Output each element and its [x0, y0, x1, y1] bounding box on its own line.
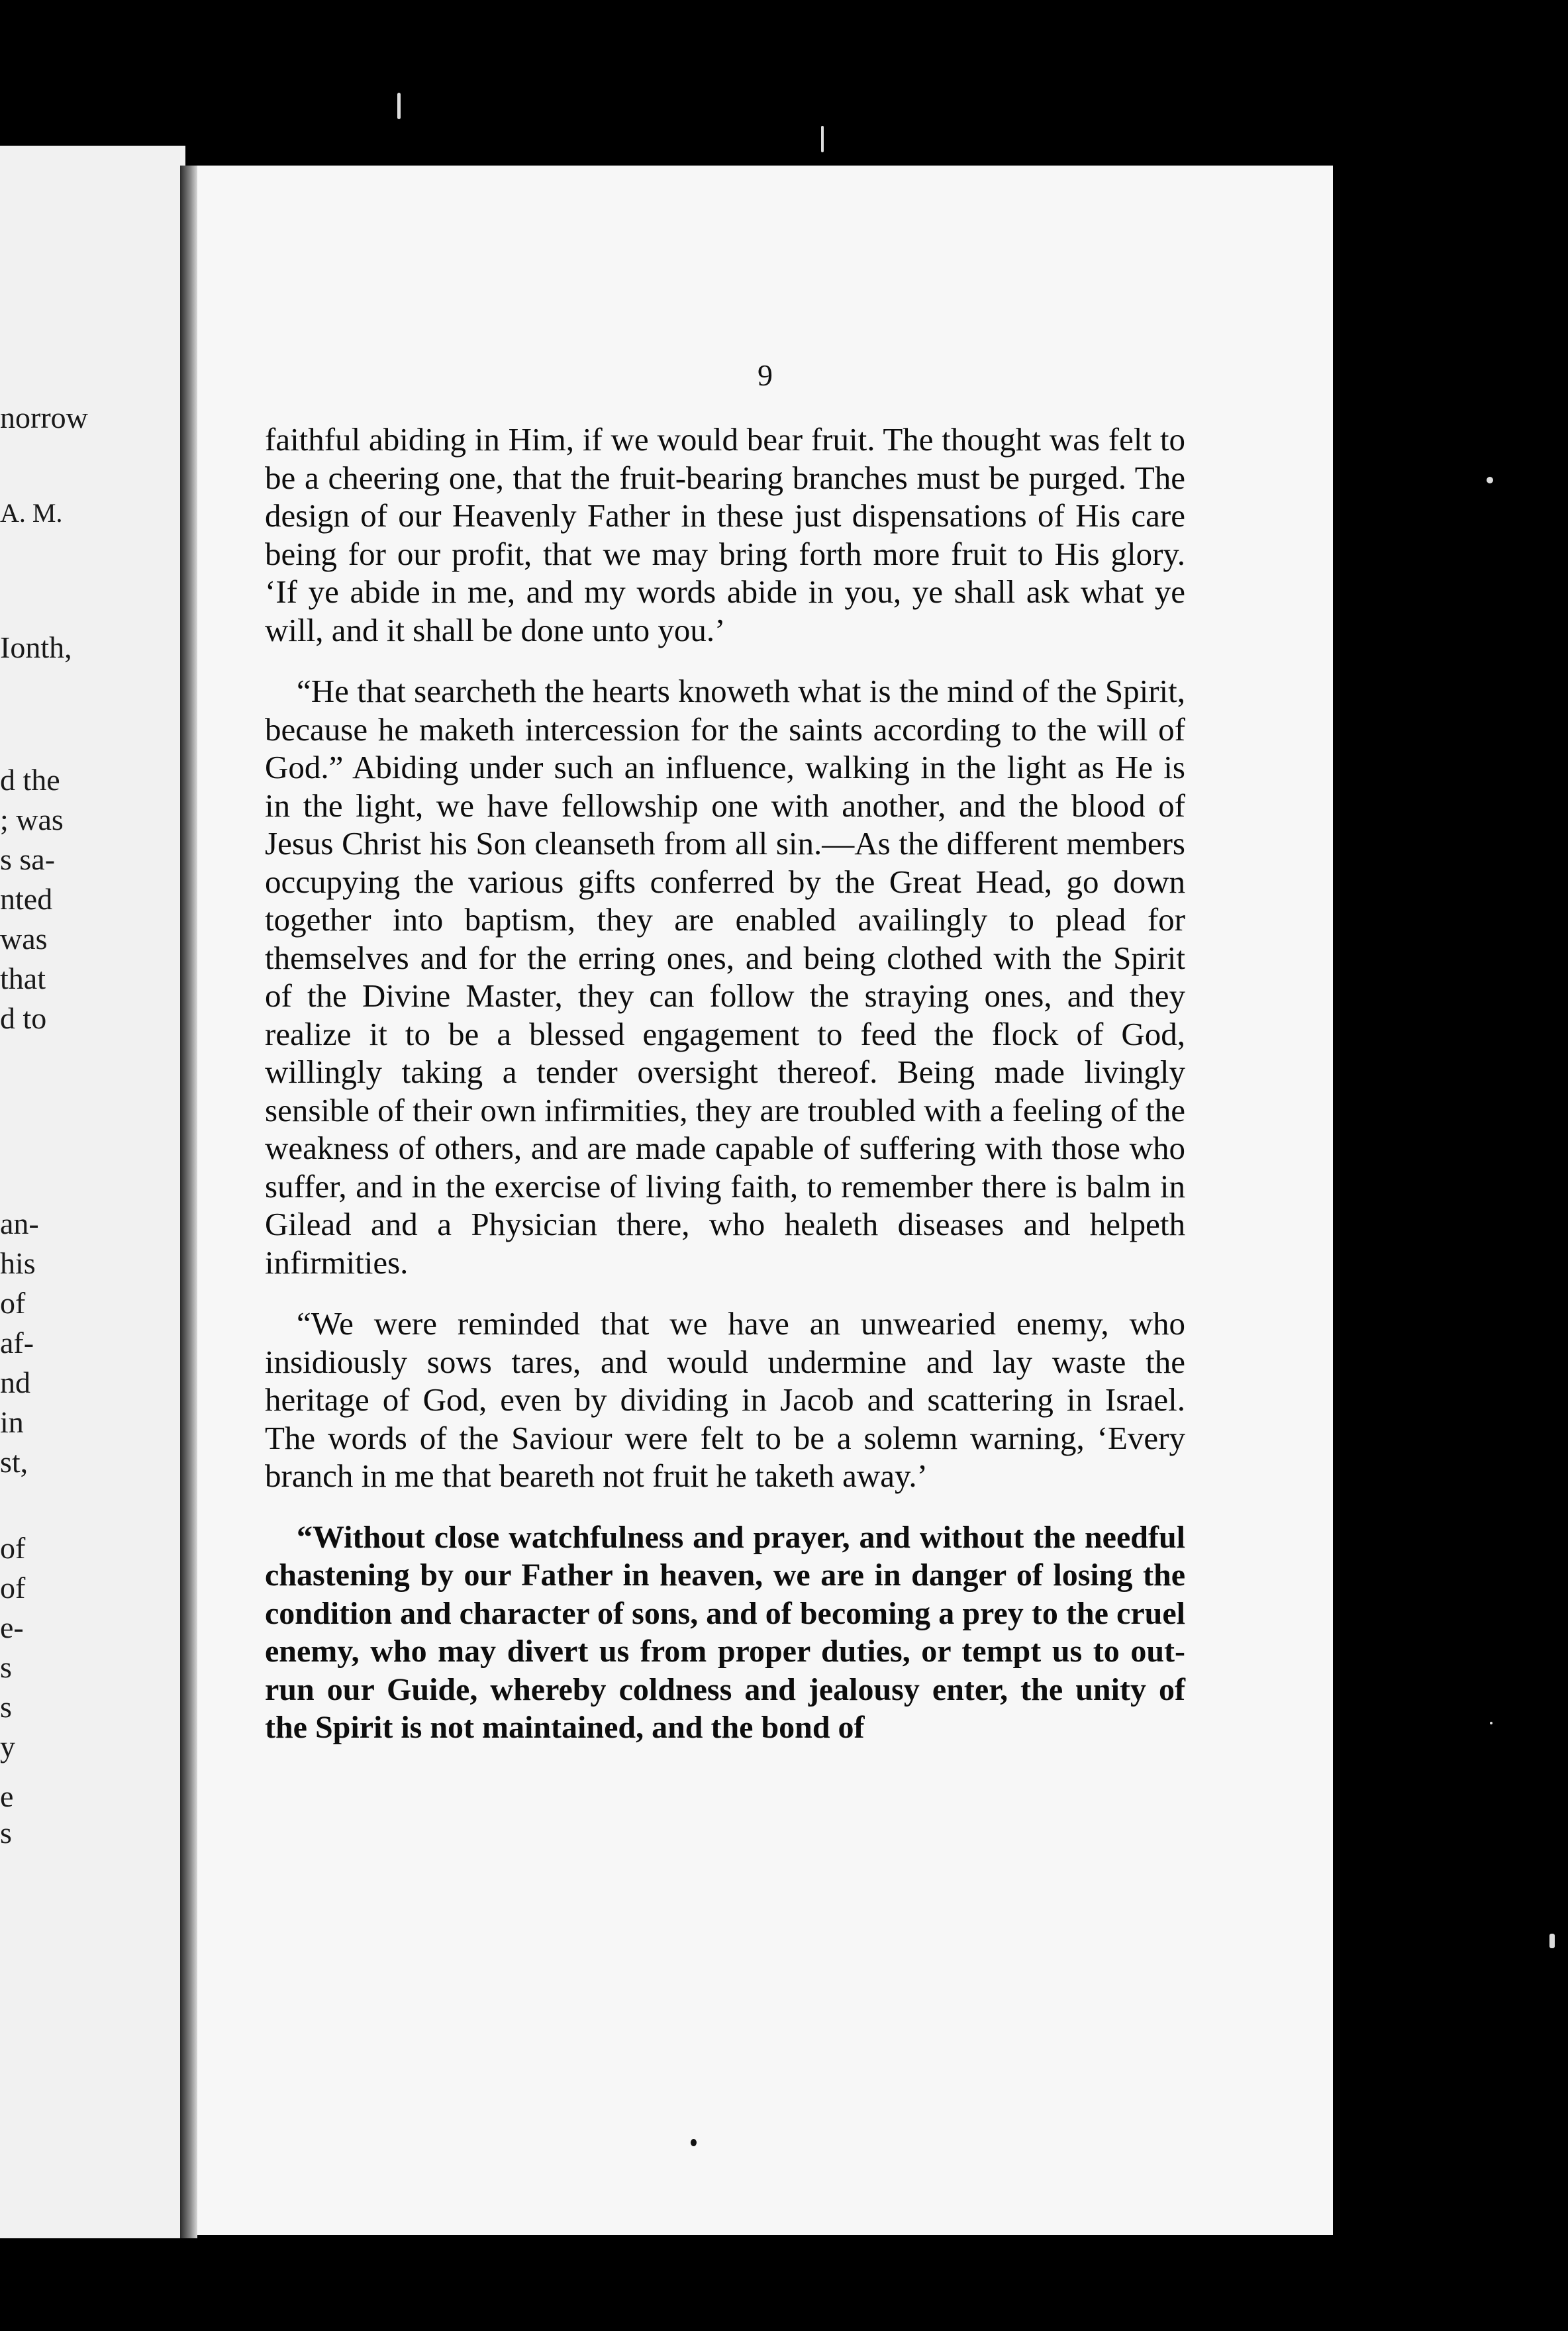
previous-page-edge — [0, 146, 185, 2238]
left-page-fragment: ; was — [0, 803, 64, 836]
left-page-fragment: nd — [0, 1365, 30, 1399]
page-body — [265, 421, 1185, 1770]
left-page-fragment: s — [0, 1816, 12, 1850]
left-page-fragment: e — [0, 1779, 14, 1813]
book-gutter — [180, 166, 197, 2238]
left-page-fragment: d to — [0, 1001, 47, 1035]
left-page-fragment: Ionth, — [0, 630, 72, 664]
paragraph: “He that searcheth the hearts knoweth what is the mind of the Spirit, because he maketh intercession for the saints according to the will of God.” Abiding under such an influence, walking in the light as He is in the light, we have fellowship one with another, and the blood of Jesus Christ his Son cleanseth from all sin.—As the different members occupying the various gifts conferred by the Great Head, go down together into baptism, they are enabled availingly to plead for themselves and for the erring ones, and being clothed with the Spirit of the Divine Master, they can follow the straying ones, and they realize it to be a blessed engagement to feed the flock of God, willingly taking a tender oversight thereof. Being made livingly sensible of their own infirmities, they are troubled with a feeling of the weakness of others, and are made capable of suffering with those who suffer, and in the exercise of living faith, to remember there is balm in Gilead and a Physician there, who healeth diseases and helpeth infirmities. — [265, 673, 1185, 1281]
left-page-fragment: his — [0, 1246, 36, 1280]
left-page-fragment: of — [0, 1286, 26, 1320]
page-number: 9 — [758, 358, 773, 392]
left-page-fragment: that — [0, 962, 46, 995]
left-page-fragment: was — [0, 922, 48, 956]
left-page-fragment: y — [0, 1730, 15, 1763]
left-page-fragment: s sa- — [0, 842, 56, 876]
left-page-fragment: nted — [0, 882, 53, 916]
scan-speck — [821, 126, 824, 152]
left-page-fragment: in — [0, 1405, 24, 1439]
left-page-fragment: s — [0, 1650, 12, 1684]
left-page-fragment: of — [0, 1571, 26, 1605]
paragraph: faithful abiding in Him, if we would bear fruit. The thought was felt to be a cheering one, that the fruit-bearing branches must be purged. The design of our Heavenly Father in these just dispensations of His care being for our profit, that we may bring forth more fruit to His glory. ‘If ye abide in me, and my words abide in you, ye shall ask what ye will, and it shall be done unto you.’ — [265, 421, 1185, 648]
paragraph: “We were reminded that we have an unwearied enemy, who insidiously sows tares, and would undermine and lay waste the heritage of God, even by dividing in Jacob and scattering in Israel. The words of the Saviour were felt to be a solemn warning, ‘Every branch in me that beareth not fruit he taketh away.’ — [265, 1305, 1185, 1494]
left-page-fragment: of — [0, 1531, 26, 1565]
left-page-fragment: an- — [0, 1207, 39, 1240]
paragraph: “Without close watchfulness and prayer, and without the needful chastening by our Father in heaven, we are in danger of losing the condition and character of sons, and of becoming a prey to the cruel enemy, who may divert us from proper duties, or tempt us to out-run our Guide, whereby coldness and jealousy enter, the unity of the Spirit is not maintained, and the bond of — [265, 1519, 1185, 1745]
scan-speck — [1487, 477, 1493, 483]
scan-speck — [397, 93, 401, 119]
book-page — [197, 166, 1333, 2235]
left-page-fragment: norrow — [0, 401, 88, 434]
scan-speck — [1549, 1934, 1555, 1948]
left-page-fragment: A. M. — [0, 498, 63, 528]
left-page-fragment: st, — [0, 1445, 28, 1479]
left-page-fragment: s — [0, 1690, 12, 1724]
left-page-fragment: af- — [0, 1326, 34, 1360]
scan-speck — [691, 2139, 697, 2146]
left-page-fragment: e- — [0, 1611, 24, 1644]
left-page-fragment: d the — [0, 763, 60, 797]
scan-speck — [1490, 1722, 1493, 1724]
